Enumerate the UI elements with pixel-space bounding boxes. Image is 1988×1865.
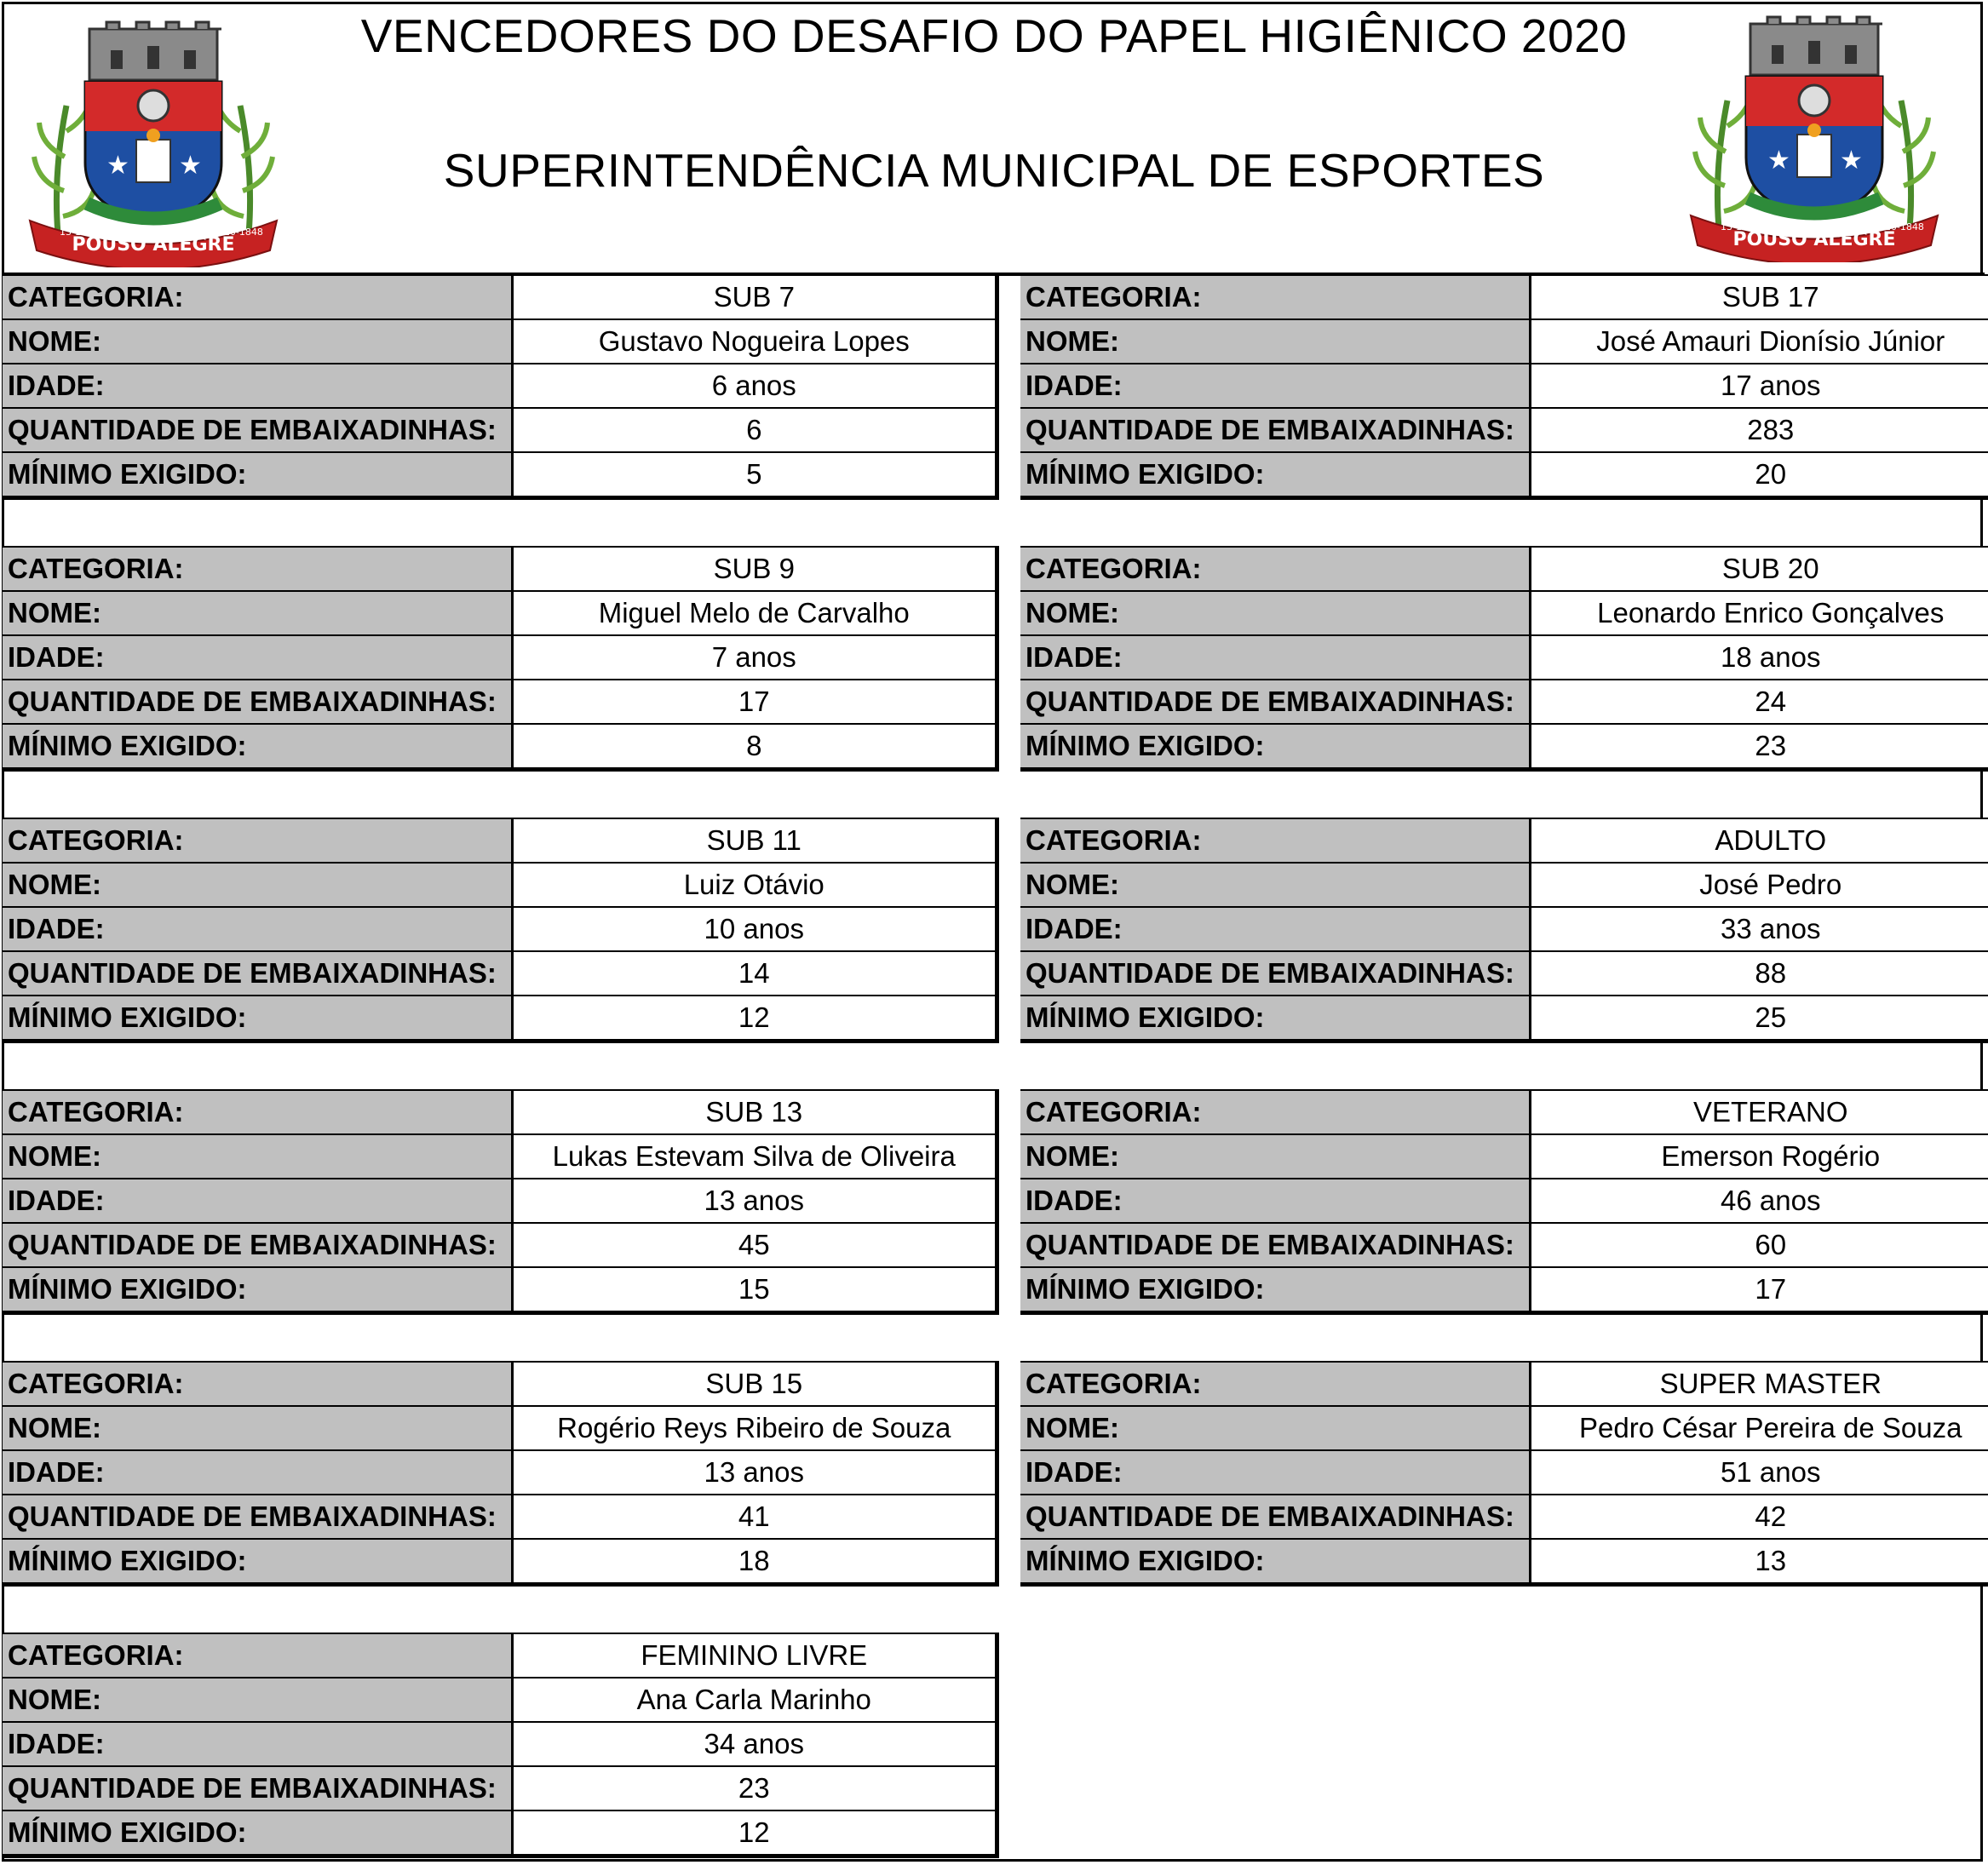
svg-text:★: ★ <box>1840 146 1863 175</box>
field-label-idade: IDADE: <box>3 364 512 408</box>
field-value-categoria: SUB 15 <box>512 1362 997 1406</box>
field-label-idade: IDADE: <box>3 1179 512 1223</box>
field-value-minimo: 13 <box>1530 1539 1988 1585</box>
field-value-nome: Pedro César Pereira de Souza <box>1530 1406 1988 1450</box>
field-label-quantidade: QUANTIDADE DE EMBAIXADINHAS: <box>1020 1495 1530 1539</box>
field-row-quantidade <box>1020 1223 1988 1267</box>
field-label-categoria: CATEGORIA: <box>3 818 512 863</box>
field-value-nome: José Amauri Dionísio Júnior <box>1530 319 1988 364</box>
field-row-minimo <box>3 996 997 1042</box>
field-label-quantidade: QUANTIDADE DE EMBAIXADINHAS: <box>1020 951 1530 996</box>
field-row-categoria <box>1020 1090 1988 1134</box>
field-label-quantidade: QUANTIDADE DE EMBAIXADINHAS: <box>1020 408 1530 452</box>
field-value-minimo: 17 <box>1530 1267 1988 1313</box>
field-row-quantidade <box>1020 1495 1988 1539</box>
field-label-minimo: MÍNIMO EXIGIDO: <box>3 996 512 1042</box>
winner-table <box>1020 1089 1988 1315</box>
svg-text:★: ★ <box>106 151 129 181</box>
field-value-nome: Gustavo Nogueira Lopes <box>512 319 997 364</box>
field-row-idade <box>1020 364 1988 408</box>
crest-emblem-icon <box>26 20 281 267</box>
crest-emblem-icon <box>1686 15 1942 262</box>
field-label-minimo: MÍNIMO EXIGIDO: <box>3 452 512 498</box>
field-value-categoria: SUB 13 <box>512 1090 997 1134</box>
field-value-categoria: SUB 11 <box>512 818 997 863</box>
field-value-categoria: SUB 9 <box>512 547 997 591</box>
field-value-nome: Miguel Melo de Carvalho <box>512 591 997 635</box>
field-row-categoria <box>1020 1362 1988 1406</box>
field-label-quantidade: QUANTIDADE DE EMBAIXADINHAS: <box>3 951 512 996</box>
field-row-quantidade <box>1020 951 1988 996</box>
field-value-quantidade: 17 <box>512 680 997 724</box>
field-value-categoria: SUB 20 <box>1530 547 1988 591</box>
winner-table <box>3 1089 999 1315</box>
field-label-categoria: CATEGORIA: <box>3 1633 512 1678</box>
field-row-quantidade <box>3 1766 997 1810</box>
field-value-quantidade: 45 <box>512 1223 997 1267</box>
field-value-idade: 17 anos <box>1530 364 1988 408</box>
field-row-nome <box>1020 319 1988 364</box>
field-row-categoria <box>1020 275 1988 319</box>
field-row-categoria <box>1020 818 1988 863</box>
field-value-idade: 13 anos <box>512 1179 997 1223</box>
field-row-minimo <box>1020 1539 1988 1585</box>
field-row-quantidade <box>3 1495 997 1539</box>
field-value-quantidade: 24 <box>1530 680 1988 724</box>
field-row-minimo <box>1020 996 1988 1042</box>
svg-text:13-10-1831: 13-10-1831 <box>60 227 114 238</box>
field-row-nome <box>3 591 997 635</box>
field-value-nome: Ana Carla Marinho <box>512 1678 997 1722</box>
field-label-minimo: MÍNIMO EXIGIDO: <box>3 1267 512 1313</box>
winner-card <box>3 818 999 1043</box>
field-value-quantidade: 23 <box>512 1766 997 1810</box>
field-value-categoria: SUPER MASTER <box>1530 1362 1988 1406</box>
winner-table <box>3 546 999 772</box>
field-value-quantidade: 6 <box>512 408 997 452</box>
field-label-minimo: MÍNIMO EXIGIDO: <box>3 1539 512 1585</box>
field-row-idade <box>3 1179 997 1223</box>
field-value-minimo: 25 <box>1530 996 1988 1042</box>
field-value-minimo: 12 <box>512 1810 997 1856</box>
field-value-nome: Luiz Otávio <box>512 863 997 907</box>
field-value-nome: Lukas Estevam Silva de Oliveira <box>512 1134 997 1179</box>
field-row-quantidade <box>1020 408 1988 452</box>
field-label-categoria: CATEGORIA: <box>1020 818 1530 863</box>
field-label-minimo: MÍNIMO EXIGIDO: <box>1020 1539 1530 1585</box>
field-value-categoria: SUB 7 <box>512 275 997 319</box>
field-row-nome <box>3 1678 997 1722</box>
field-value-minimo: 12 <box>512 996 997 1042</box>
field-row-minimo <box>1020 1267 1988 1313</box>
field-row-quantidade <box>3 1223 997 1267</box>
field-row-idade <box>1020 635 1988 680</box>
field-label-idade: IDADE: <box>1020 364 1530 408</box>
field-value-nome: Emerson Rogério <box>1530 1134 1988 1179</box>
field-value-idade: 34 anos <box>512 1722 997 1766</box>
field-row-idade <box>1020 907 1988 951</box>
field-value-idade: 7 anos <box>512 635 997 680</box>
field-label-quantidade: QUANTIDADE DE EMBAIXADINHAS: <box>3 408 512 452</box>
svg-text:★: ★ <box>179 151 202 181</box>
winner-card <box>3 274 999 500</box>
field-label-nome: NOME: <box>3 319 512 364</box>
svg-text:POUSO ALEGRE: POUSO ALEGRE <box>72 234 235 255</box>
field-label-minimo: MÍNIMO EXIGIDO: <box>3 1810 512 1856</box>
field-row-categoria <box>1020 547 1988 591</box>
pouso-alegre-crest-left <box>26 20 281 267</box>
field-row-minimo <box>1020 452 1988 498</box>
field-label-categoria: CATEGORIA: <box>1020 275 1530 319</box>
field-row-nome <box>1020 591 1988 635</box>
field-label-categoria: CATEGORIA: <box>3 547 512 591</box>
pouso-alegre-crest-right <box>1686 15 1942 262</box>
field-label-idade: IDADE: <box>1020 1179 1530 1223</box>
field-row-minimo <box>1020 724 1988 770</box>
field-value-idade: 46 anos <box>1530 1179 1988 1223</box>
field-label-idade: IDADE: <box>1020 1450 1530 1495</box>
field-value-minimo: 23 <box>1530 724 1988 770</box>
field-label-nome: NOME: <box>1020 319 1530 364</box>
field-label-nome: NOME: <box>3 1406 512 1450</box>
field-row-idade <box>1020 1450 1988 1495</box>
field-label-minimo: MÍNIMO EXIGIDO: <box>1020 1267 1530 1313</box>
svg-text:19-10-1848: 19-10-1848 <box>1870 221 1924 232</box>
field-row-idade <box>1020 1179 1988 1223</box>
field-label-quantidade: QUANTIDADE DE EMBAIXADINHAS: <box>1020 1223 1530 1267</box>
svg-text:13-10-1831: 13-10-1831 <box>1721 221 1775 232</box>
field-label-quantidade: QUANTIDADE DE EMBAIXADINHAS: <box>3 1223 512 1267</box>
field-label-nome: NOME: <box>3 591 512 635</box>
svg-text:POUSO ALEGRE: POUSO ALEGRE <box>1732 229 1896 250</box>
field-label-idade: IDADE: <box>3 1450 512 1495</box>
field-row-idade <box>3 907 997 951</box>
field-row-categoria <box>3 818 997 863</box>
field-row-nome <box>3 1134 997 1179</box>
field-label-categoria: CATEGORIA: <box>1020 1362 1530 1406</box>
winner-table <box>3 1633 999 1858</box>
field-value-quantidade: 14 <box>512 951 997 996</box>
field-value-quantidade: 60 <box>1530 1223 1988 1267</box>
winner-card <box>1020 546 1988 772</box>
field-row-minimo <box>3 1539 997 1585</box>
field-label-quantidade: QUANTIDADE DE EMBAIXADINHAS: <box>3 680 512 724</box>
field-value-nome: Leonardo Enrico Gonçalves <box>1530 591 1988 635</box>
field-value-quantidade: 283 <box>1530 408 1988 452</box>
winner-table <box>1020 818 1988 1043</box>
field-label-minimo: MÍNIMO EXIGIDO: <box>1020 452 1530 498</box>
winner-card <box>1020 274 1988 500</box>
field-label-categoria: CATEGORIA: <box>3 1090 512 1134</box>
field-row-idade <box>3 1450 997 1495</box>
field-row-nome <box>3 319 997 364</box>
field-row-nome <box>1020 1134 1988 1179</box>
field-value-idade: 10 anos <box>512 907 997 951</box>
field-row-nome <box>1020 1406 1988 1450</box>
field-label-categoria: CATEGORIA: <box>3 275 512 319</box>
field-label-minimo: MÍNIMO EXIGIDO: <box>1020 724 1530 770</box>
field-value-idade: 6 anos <box>512 364 997 408</box>
winner-table <box>1020 1361 1988 1587</box>
field-value-quantidade: 42 <box>1530 1495 1988 1539</box>
field-row-quantidade <box>1020 680 1988 724</box>
field-value-idade: 33 anos <box>1530 907 1988 951</box>
field-row-categoria <box>3 1633 997 1678</box>
field-row-nome <box>3 863 997 907</box>
field-label-nome: NOME: <box>1020 1134 1530 1179</box>
field-value-categoria: VETERANO <box>1530 1090 1988 1134</box>
field-row-quantidade <box>3 951 997 996</box>
field-row-categoria <box>3 1090 997 1134</box>
winner-table <box>1020 274 1988 500</box>
field-label-nome: NOME: <box>3 1134 512 1179</box>
winner-table <box>3 1361 999 1587</box>
field-value-minimo: 8 <box>512 724 997 770</box>
field-label-categoria: CATEGORIA: <box>1020 1090 1530 1134</box>
winner-card <box>3 546 999 772</box>
field-row-categoria <box>3 547 997 591</box>
field-row-minimo <box>3 724 997 770</box>
field-value-idade: 13 anos <box>512 1450 997 1495</box>
winner-table <box>3 274 999 500</box>
field-label-nome: NOME: <box>1020 1406 1530 1450</box>
field-value-minimo: 18 <box>512 1539 997 1585</box>
winner-card <box>3 1633 999 1858</box>
field-row-nome <box>3 1406 997 1450</box>
svg-text:★: ★ <box>1767 146 1790 175</box>
field-value-quantidade: 41 <box>512 1495 997 1539</box>
field-value-minimo: 5 <box>512 452 997 498</box>
winner-card <box>3 1089 999 1315</box>
field-label-categoria: CATEGORIA: <box>1020 547 1530 591</box>
winner-card <box>1020 818 1988 1043</box>
field-value-categoria: FEMININO LIVRE <box>512 1633 997 1678</box>
field-value-minimo: 20 <box>1530 452 1988 498</box>
field-value-quantidade: 88 <box>1530 951 1988 996</box>
winner-card <box>1020 1089 1988 1315</box>
field-value-categoria: SUB 17 <box>1530 275 1988 319</box>
field-row-categoria <box>3 275 997 319</box>
field-label-idade: IDADE: <box>1020 907 1530 951</box>
field-value-nome: José Pedro <box>1530 863 1988 907</box>
field-label-idade: IDADE: <box>3 907 512 951</box>
winner-card <box>3 1361 999 1587</box>
field-row-idade <box>3 635 997 680</box>
winner-table <box>1020 546 1988 772</box>
field-label-nome: NOME: <box>3 1678 512 1722</box>
field-row-minimo <box>3 1810 997 1856</box>
field-label-quantidade: QUANTIDADE DE EMBAIXADINHAS: <box>1020 680 1530 724</box>
field-row-minimo <box>3 1267 997 1313</box>
field-row-nome <box>1020 863 1988 907</box>
field-label-nome: NOME: <box>1020 591 1530 635</box>
field-row-idade <box>3 364 997 408</box>
winner-card <box>1020 1361 1988 1587</box>
field-row-quantidade <box>3 680 997 724</box>
field-row-quantidade <box>3 408 997 452</box>
field-row-idade <box>3 1722 997 1766</box>
field-value-nome: Rogério Reys Ribeiro de Souza <box>512 1406 997 1450</box>
field-label-minimo: MÍNIMO EXIGIDO: <box>1020 996 1530 1042</box>
field-value-minimo: 15 <box>512 1267 997 1313</box>
page-title: VENCEDORES DO DESAFIO DO PAPEL HIGIÊNICO 2020 <box>360 9 1628 62</box>
field-value-idade: 18 anos <box>1530 635 1988 680</box>
field-label-nome: NOME: <box>3 863 512 907</box>
page-subtitle: SUPERINTENDÊNCIA MUNICIPAL DE ESPORTES <box>443 144 1545 197</box>
winner-table <box>3 818 999 1043</box>
field-value-categoria: ADULTO <box>1530 818 1988 863</box>
field-label-quantidade: QUANTIDADE DE EMBAIXADINHAS: <box>3 1495 512 1539</box>
field-label-idade: IDADE: <box>3 1722 512 1766</box>
field-label-quantidade: QUANTIDADE DE EMBAIXADINHAS: <box>3 1766 512 1810</box>
field-value-idade: 51 anos <box>1530 1450 1988 1495</box>
field-row-categoria <box>3 1362 997 1406</box>
svg-text:19-10-1848: 19-10-1848 <box>209 227 263 238</box>
field-label-idade: IDADE: <box>1020 635 1530 680</box>
field-label-minimo: MÍNIMO EXIGIDO: <box>3 724 512 770</box>
field-label-idade: IDADE: <box>3 635 512 680</box>
field-row-minimo <box>3 452 997 498</box>
field-label-categoria: CATEGORIA: <box>3 1362 512 1406</box>
field-label-nome: NOME: <box>1020 863 1530 907</box>
